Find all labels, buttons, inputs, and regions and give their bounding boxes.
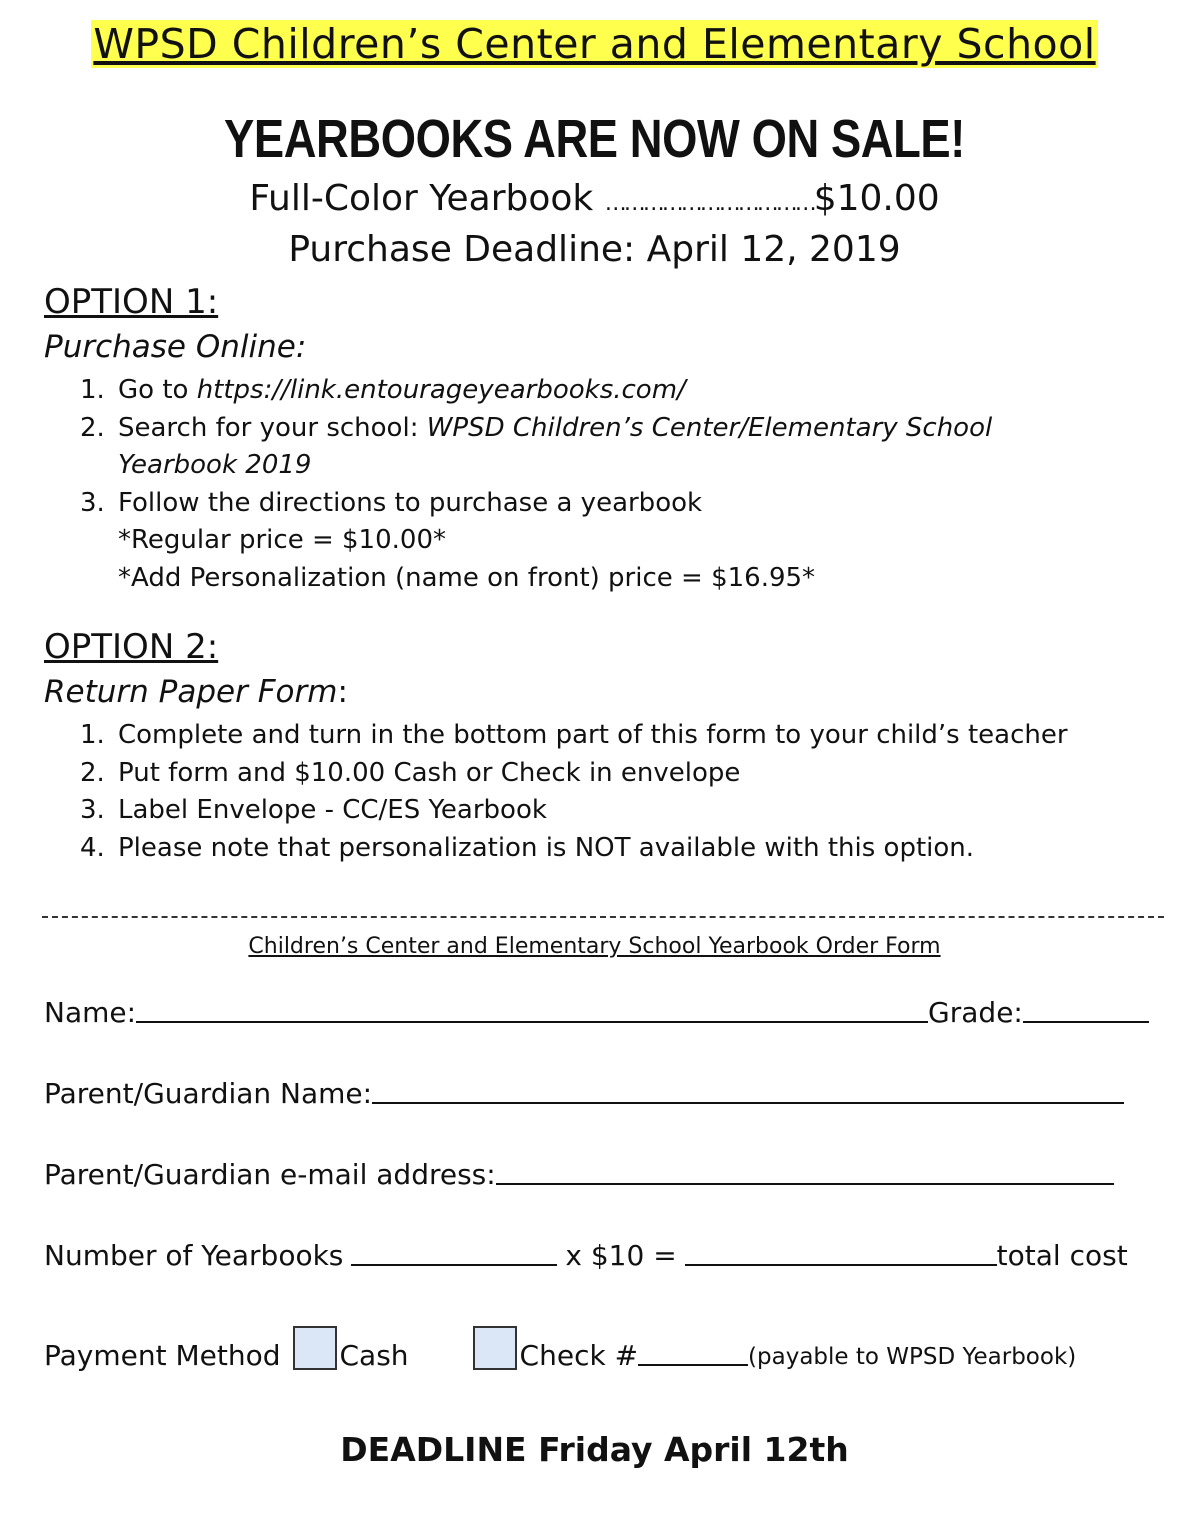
headline: YEARBOOKS ARE NOW ON SALE! [224,109,965,169]
price-line [0,178,1189,219]
order-form-title: Children’s Center and Elementary School Yearbook Order Form [248,934,941,959]
school-title-text: WPSD Children’s Center and Elementary School [93,20,1096,68]
total-cost-field[interactable] [685,1264,997,1266]
list-item: 1. Go to https://link.entourageyearbooks.com/ [80,375,686,405]
check-number-field[interactable] [638,1364,748,1366]
parent-email-label: Parent/Guardian e-mail address: [44,1158,496,1191]
option1-subheading: Purchase Online: [44,329,307,365]
list-item: 1. Complete and turn in the bottom part of this form to your child’s teacher [80,720,1068,750]
check-label: Check # [519,1339,639,1372]
quantity-row [44,1239,1128,1272]
option2-subheading: Return Paper Form: [44,674,348,710]
payment-method-label: Payment Method [44,1339,281,1372]
list-item: 2. Put form and $10.00 Cash or Check in envelope [80,757,741,788]
name-grade-row [44,996,1158,1029]
price-label: Full-Color Yearbook [249,178,594,219]
list-item: 3. Label Envelope - CC/ES Yearbook [80,795,547,825]
list-item: 3. Follow the directions to purchase a yearbook [80,487,703,518]
regular-price-note: *Regular price = $10.00* [118,525,446,555]
list-item-continuation: Yearbook 2019 [118,450,312,480]
parent-email-row [44,1158,1114,1191]
purchase-deadline: Purchase Deadline: April 12, 2019 [288,229,901,270]
name-label: Name: [44,996,137,1029]
grade-field[interactable] [1023,1021,1149,1023]
name-field[interactable] [136,1021,928,1023]
personalization-price-note: *Add Personalization (name on front) price = $16.95* [118,562,816,593]
total-cost-label: total cost [996,1239,1128,1272]
parent-name-row [44,1077,1124,1110]
option2-list [80,717,1068,867]
parent-name-label: Parent/Guardian Name: [44,1077,373,1110]
parent-email-field[interactable] [496,1183,1114,1185]
check-checkbox[interactable] [473,1326,517,1370]
school-title [0,20,1189,68]
list-item: 2. Search for your school: WPSD Children’s Center/Elementary School [80,412,993,443]
multiplier-label: x $10 = [565,1239,677,1272]
check-payable-note: (payable to WPSD Yearbook) [748,1344,1077,1370]
price-value: $10.00 [813,178,940,219]
option2-heading: OPTION 2: [44,627,219,667]
cut-line-divider [42,916,1164,918]
option1-list [80,372,992,597]
grade-label: Grade: [928,996,1023,1029]
price-dots: …………………………… [604,191,814,216]
yearbook-link[interactable]: https://link.entourageyearbooks.com/ [196,375,686,405]
payment-method-row [44,1326,1076,1372]
parent-name-field[interactable] [372,1102,1124,1104]
quantity-field[interactable] [351,1264,557,1266]
option1-heading: OPTION 1: [44,282,219,322]
final-deadline: DEADLINE Friday April 12th [340,1430,849,1469]
cash-checkbox[interactable] [293,1326,337,1370]
number-label: Number of Yearbooks [44,1239,344,1272]
cash-label: Cash [339,1339,409,1372]
list-item: 4. Please note that personalization is NOT available with this option. [80,832,975,863]
